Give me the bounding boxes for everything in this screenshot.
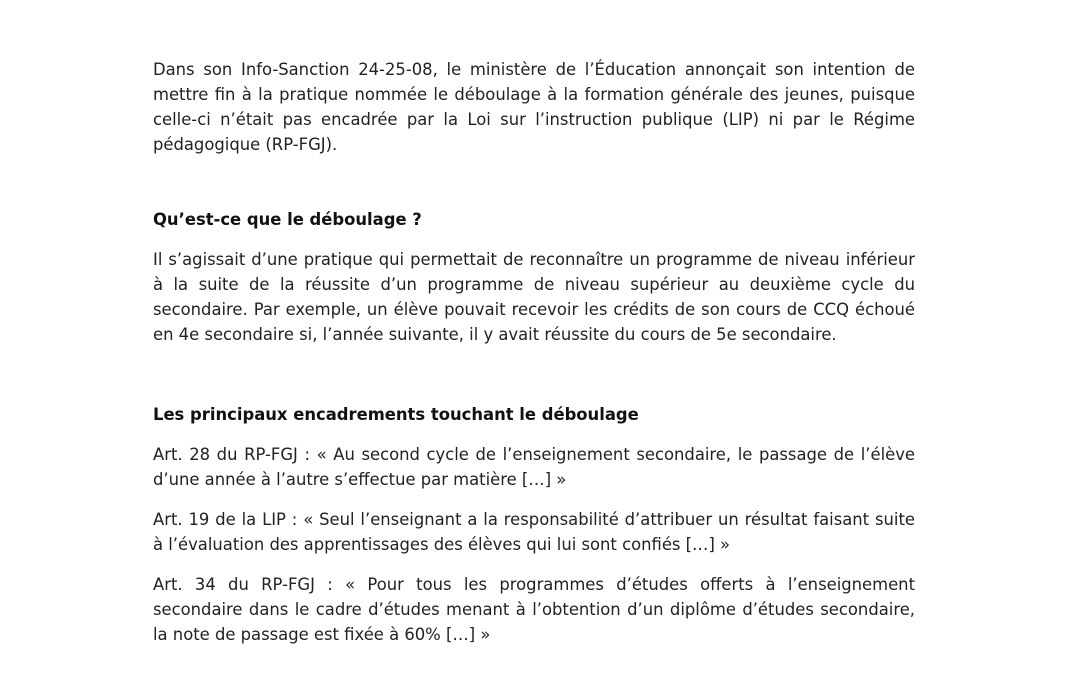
definition-paragraph: Il s’agissait d’une pratique qui permettait de reconnaître un programme de niveau inférieur à la suite de la réussite d’un programme de niveau supérieur au deuxième cycle du secondaire. Par exemple, un élève pouvait recevoir les crédits de son cours de CCQ échoué en 4e secondaire si, l’année suivante, il y avait réussite du cours de 5e secondaire. — [153, 250, 915, 344]
framework-item-art19: Art. 19 de la LIP : « Seul l’enseignant a la responsabilité d’attribuer un résultat faisant suite à l’évaluation des apprentissages des élèves qui lui sont confiés […] » — [153, 510, 915, 554]
document-page — [153, 57, 915, 662]
section-heading-definition: Qu’est-ce que le déboulage ? — [153, 210, 422, 229]
section-heading-frameworks: Les principaux encadrements touchant le déboulage — [153, 405, 639, 424]
framework-item-art28: Art. 28 du RP-FGJ : « Au second cycle de l’enseignement secondaire, le passage de l’élève d’une année à l’autre s’effectue par matière […] » — [153, 445, 915, 489]
intro-paragraph: Dans son Info-Sanction 24-25-08, le ministère de l’Éducation annonçait son intention de mettre fin à la pratique nommée le déboulage à la formation générale des jeunes, puisque celle-ci n’était pas encadrée par la Loi sur l’instruction publique (LIP) ni par le Régime pédagogique (RP-FGJ). — [153, 60, 915, 154]
framework-item-art34: Art. 34 du RP-FGJ : « Pour tous les programmes d’études offerts à l’enseignement secondaire dans le cadre d’études menant à l’obtention d’un diplôme d’études secondaire, la note de passage est fixée à 60% […] » — [153, 575, 915, 644]
